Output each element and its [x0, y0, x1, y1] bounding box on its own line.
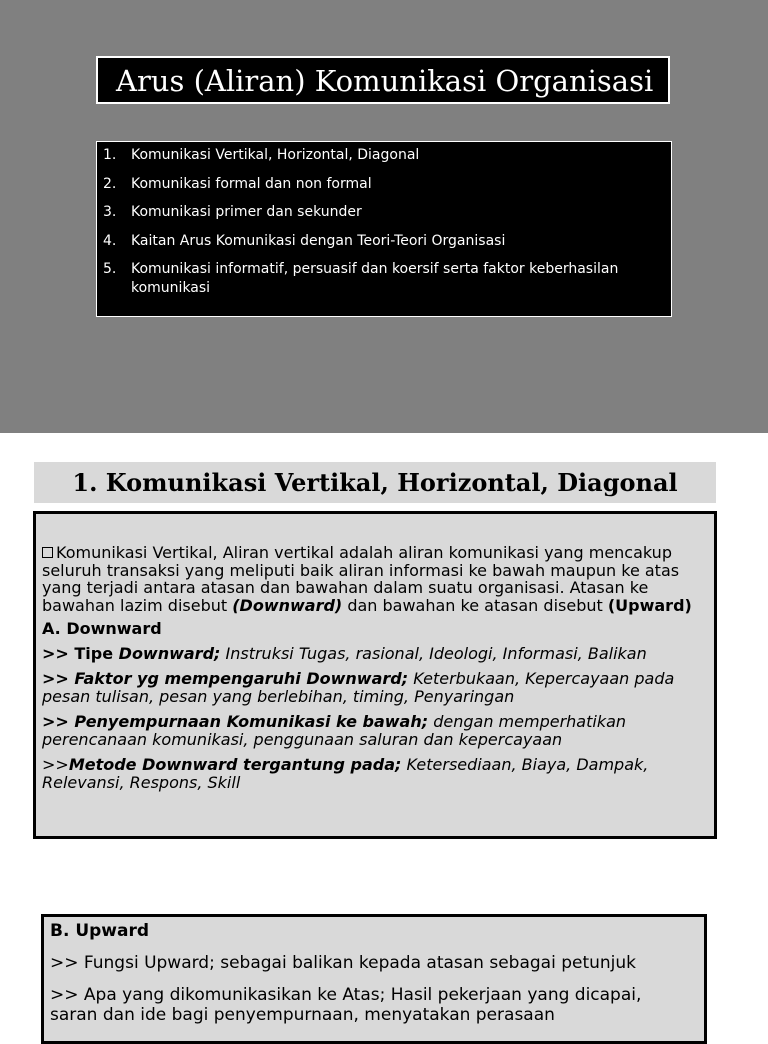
upward-function-line: >> Fungsi Upward; sebagai balikan kepada atasan sebagai petunjuk [50, 953, 637, 973]
agenda-item-text: Kaitan Arus Komunikasi dengan Teori-Teori Organisasi [131, 232, 506, 249]
upward-content-line-cont: saran dan ide bagi penyempurnaan, menyatakan perasaan [50, 1005, 555, 1025]
agenda-item-text: Komunikasi informatif, persuasif dan koersif serta faktor keberhasilan komunikasi [131, 261, 619, 296]
agenda-item-text: Komunikasi formal dan non formal [131, 175, 372, 192]
downward-line [42, 670, 706, 706]
line-detail: Ketersediaan, Biaya, Dampak, Relevansi, Respons, Skill [42, 755, 649, 792]
line-key: Metode Downward tergantung pada; [68, 755, 402, 774]
line-key: Downward; [118, 644, 221, 663]
agenda-item-number: 3. [103, 204, 117, 220]
agenda-item-number: 4. [103, 232, 117, 249]
agenda-item-text: Komunikasi primer dan sekunder [131, 204, 362, 220]
line-prefix: >> [42, 669, 75, 688]
agenda-item [103, 175, 665, 194]
line-detail: dengan memperhatikan perencanaan komunikasi, penggunaan saluran dan kepercayaan [42, 712, 627, 749]
intro-text-a: Komunikasi Vertikal, Aliran vertikal adalah aliran komunikasi yang mencakup seluruh transaksi yang meliputi baik aliran informasi ke bawah maupun ke atas yang terjadi antara atasan dan bawahan dalam suatu organisasi. Atasan ke bawahan lazim disebut [42, 543, 680, 615]
line-key: Penyempurnaan Komunikasi ke bawah; [74, 712, 429, 731]
slide-agenda [0, 0, 768, 433]
vertical-communication-panel [33, 511, 717, 839]
agenda-item [103, 260, 665, 298]
line-key: Faktor yg mempengaruhi Downward; [74, 669, 409, 688]
upward-panel [41, 914, 707, 1044]
line-prefix: >> [42, 755, 69, 774]
slide-title: Arus (Aliran) Komunikasi Organisasi [96, 56, 670, 104]
downward-line [42, 645, 706, 663]
intro-paragraph [42, 544, 706, 614]
agenda-item-number: 2. [103, 175, 117, 192]
agenda-item-number: 5. [103, 261, 117, 277]
intro-upward: (Upward) [607, 595, 692, 615]
line-prefix: >> Tipe [42, 644, 119, 663]
checkbox-bullet-icon [42, 547, 53, 558]
upward-content-line: >> Apa yang dikomunikasikan ke Atas; Hasil pekerjaan yang dicapai, [50, 985, 642, 1005]
intro-downward: (Downward) [232, 595, 343, 615]
agenda-item-number: 1. [103, 147, 117, 163]
intro-text-b: dan bawahan ke atasan disebut [342, 595, 608, 615]
agenda-list [96, 141, 672, 317]
agenda-item [103, 203, 665, 222]
agenda-item-text: Komunikasi Vertikal, Horizontal, Diagonal [131, 147, 420, 163]
downward-line [42, 756, 706, 792]
line-detail: Keterbukaan, Kepercayaan pada pesan tulisan, pesan yang berlebihan, timing, Penyaringan [42, 669, 675, 706]
agenda-item [103, 232, 665, 251]
upward-heading: B. Upward [50, 921, 150, 941]
subsection-heading: A. Downward [42, 619, 162, 638]
line-detail: Instruksi Tugas, rasional, Ideologi, Informasi, Balikan [220, 644, 647, 663]
section-heading: 1. Komunikasi Vertikal, Horizontal, Diagonal [34, 462, 716, 503]
line-prefix: >> [42, 712, 75, 731]
agenda-item [103, 146, 665, 165]
downward-line [42, 713, 706, 749]
